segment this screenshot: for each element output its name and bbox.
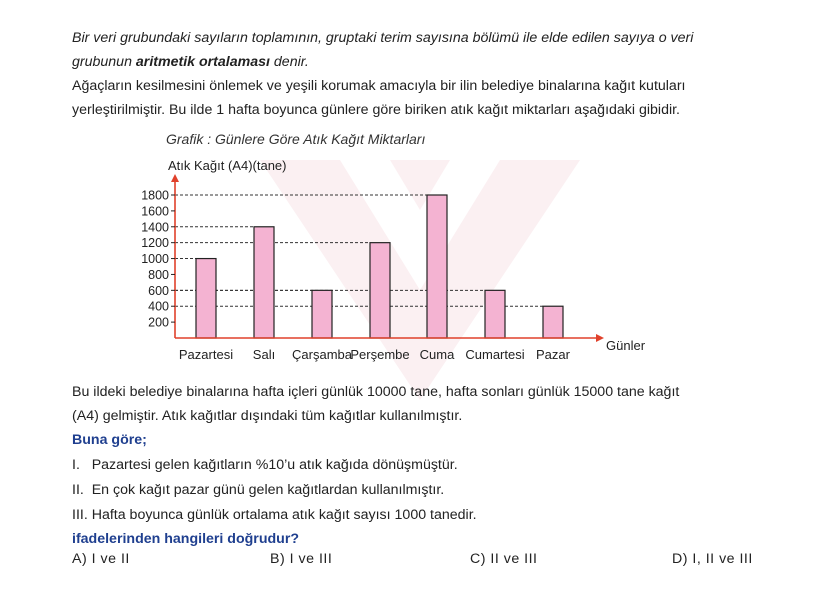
x-tick-label: Salı: [252, 347, 276, 362]
term-aritmetik-ortalama: aritmetik ortalaması: [135, 54, 270, 70]
chart-title: Grafik : Günlere Göre Atık Kağıt Miktarları: [166, 131, 426, 147]
y-tick-label: 1400: [141, 220, 169, 235]
bar-salı: [254, 227, 274, 338]
gridlines: [175, 195, 543, 306]
statement-line-2: (A4) gelmiştir. Atık kağıtlar dışındaki tüm kağıtlar kullanılmıştır.: [72, 408, 463, 424]
y-axis-arrow: [171, 174, 179, 182]
y-tick-label: 1800: [141, 188, 169, 203]
definition-line-1: Bir veri grubundaki sayıların toplamının, gruptaki terim sayısına bölümü ile elde edilen sayıya o veri: [72, 30, 694, 46]
option-d[interactable]: D) I, II ve III: [672, 551, 753, 567]
y-tick-label: 200: [148, 315, 169, 330]
option-c[interactable]: C) II ve III: [470, 551, 538, 567]
bar-pazartesi: [196, 259, 216, 338]
x-ticks: [179, 347, 571, 362]
bar-cumartesi: [485, 290, 505, 338]
x-tick-label: Pazar: [536, 347, 570, 362]
bar-cuma: [427, 195, 447, 338]
bars: [196, 195, 563, 338]
y-axis-label: Atık Kağıt (A4)(tane): [168, 158, 287, 173]
option-b[interactable]: B) I ve III: [270, 551, 333, 567]
bar-perşembe: [370, 243, 390, 338]
definition-pre: grubunun: [72, 54, 136, 70]
bar-çarşamba: [312, 290, 332, 338]
definition-post: denir.: [269, 54, 309, 70]
y-tick-label: 1600: [141, 204, 169, 219]
y-tick-label: 1200: [141, 236, 169, 251]
statement-iii: III. Hafta boyunca günlük ortalama atık kağıt sayısı 1000 tanedir.: [72, 507, 477, 523]
x-tick-label: Çarşamba: [292, 347, 352, 362]
x-tick-label: Cuma: [419, 347, 455, 362]
y-tick-label: 1000: [141, 252, 169, 267]
x-axis-arrow: [596, 334, 604, 342]
context-line-2: yerleştirilmiştir. Bu ilde 1 hafta boyunca günlere göre biriken atık kağıt miktarları aşağıdaki gibidir.: [72, 102, 680, 118]
x-axis-label: Günler: [606, 338, 646, 353]
y-tick-label: 400: [148, 299, 169, 314]
x-tick-label: Cumartesi: [465, 347, 525, 362]
context-line-1: Ağaçların kesilmesini önlemek ve yeşili korumak amacıyla bir ilin belediye binalarına kağıt kutuları: [72, 78, 686, 94]
question-prompt: ifadelerinden hangileri doğrudur?: [72, 531, 300, 547]
question-lead: Buna göre;: [72, 432, 147, 448]
x-tick-label: Perşembe: [350, 347, 410, 362]
y-ticks: [141, 189, 175, 330]
bar-pazar: [543, 306, 563, 338]
statement-i: I. Pazartesi gelen kağıtların %10’u atık kağıda dönüşmüştür.: [72, 457, 458, 473]
y-tick-label: 600: [148, 283, 169, 298]
y-tick-label: 800: [148, 267, 169, 282]
option-a[interactable]: A) I ve II: [72, 551, 130, 567]
x-tick-label: Pazartesi: [178, 347, 234, 362]
statement-line-1: Bu ildeki belediye binalarına hafta içleri günlük 10000 tane, hafta sonları günlük 15000 tane kağıt: [72, 384, 680, 400]
statement-ii: II. En çok kağıt pazar günü gelen kağıtlardan kullanılmıştır.: [72, 482, 445, 498]
